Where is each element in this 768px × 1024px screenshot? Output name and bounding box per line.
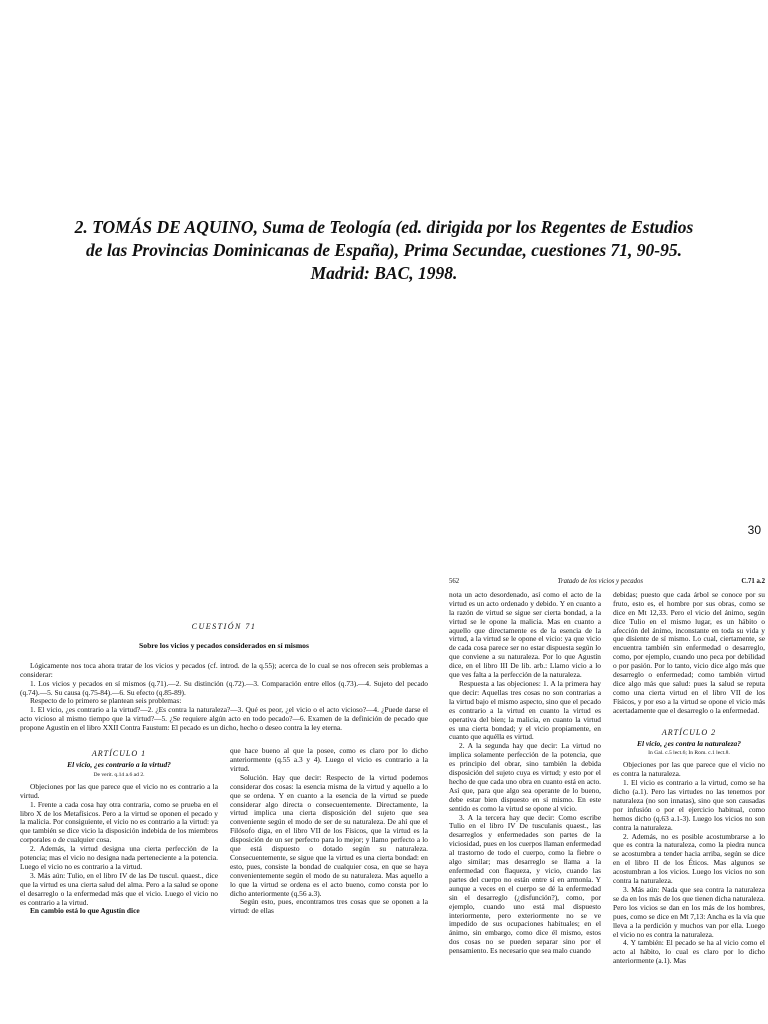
question-label: CUESTIÓN 71: [191, 622, 257, 631]
running-section: C.71 a.2: [741, 578, 765, 585]
article-reference: In Gal. c.5 lect.6; In Rom. c.1 lect.8.: [648, 750, 730, 757]
body-paragraph: 1. Frente a cada cosa hay otra contraria, como se prueba en el libro X de los Metafísicos. Pero a la virtud se oponen el pecado y la malicia. Por consiguiente, el vicio no es contrario a la virtud: ya que también se dice vicio la disposición indebida de los miembros corporales o de cualquier cosa.: [20, 799, 218, 845]
article-title: El vicio, ¿es contra la naturaleza?: [637, 738, 741, 748]
running-header: [449, 578, 765, 587]
intro-paragraph: 1. El vicio, ¿es contrario a la virtud?—2. ¿Es contra la naturaleza?—3. Qué es peor, ¿el vicio o el acto vicioso?—4. ¿Puede darse el acto vicioso al mismo tiempo que la virtud?—5. ¿Se requiere algún acto en todo pecado?—6. Examen de la definición de pecado que propone Agustín en el libro XXII Contra Faustum: El pecado es un dicho, hecho o deseo contra la ley eterna.: [20, 705, 428, 733]
body-paragraph: Objeciones por las que parece que el vicio no es contrario a la virtud.: [20, 781, 218, 800]
two-column-body: [449, 591, 765, 966]
question-title: Sobre los vicios y pecados considerados en sí mismos: [139, 640, 309, 650]
document-title: [0, 216, 768, 285]
intro-paragraph: 1. Los vicios y pecados en sí mismos (q.71).—2. Su distinción (q.72).—3. Comparación entre ellos (q.73).—4. Sujeto del pecado (q.74).—5. Su causa (q.75-84).—6. Su efecto (q.85-89).: [20, 678, 428, 697]
article-label: ARTÍCULO 1: [91, 749, 147, 759]
left-column: [449, 591, 601, 966]
body-paragraph: debidas; puesto que cada árbol se conoce por su fruto, esto es, el hombre por sus obras, como se dice en Mt 12,33. Pero el vicio del ánimo, según dice Tulio en el mismo lugar, es un hábito o afección del ánimo, inconstante en toda su vida y que disiente de sí mismo. Lo cual, ciertamente, se encuentra también sin enfermedad o desarreglo, como, por ejemplo, cuando uno peca por debilidad o por pasión. Por lo tanto, vicio dice algo más que desarreglo o enfermedad; como también virtud dice algo más que salud: pues la salud se reputa como una cierta virtud en el libro VII de los Físicos, y por eso a la virtud se opone el vicio más acertadamente que el desarreglo o la enfermedad.: [613, 589, 765, 715]
article-title: El vicio, ¿es contrario a la virtud?: [67, 759, 171, 769]
right-scanned-page: [449, 578, 765, 1024]
body-paragraph: Según esto, pues, encontramos tres cosas que se oponen a la virtud: de ellas: [230, 897, 428, 916]
body-paragraph: 4. Y también: El pecado se ha al vicio como el acto al hábito, lo cual es claro por lo dicho anteriormente (a.1). Mas: [613, 938, 765, 966]
body-paragraph: Solución. Hay que decir: Respecto de la virtud podemos considerar dos cosas: la esencia misma de la virtud y aquello a lo que se ordena. Y en cuanto a la esencia de la virtud se puede considerar algo directa o consecuentemente. Directamente, la virtud implica una cierta disposición del sujeto que sea conveniente según el modo de ser de su naturaleza. De ahí que el Filósofo diga, en el libro VII de los Físicos, que la virtud es la disposición de un ser perfecto para lo mejor; y llamo perfecto a lo que está dispuesto o dotado según su naturaleza. Consecuentemente, se sigue que la virtud es una cierta bondad: en esto, pues, consiste la bondad de cualquier cosa, en que se haya convenientemente según el modo de su naturaleza. Mas aquello a lo que la virtud se ordena es el acto bueno, como consta por lo dicho anteriormente (q.56 a.3).: [230, 772, 428, 898]
body-paragraph: nota un acto desordenado, así como el acto de la virtud es un acto ordenado y debido. Y en cuanto a la razón de virtud se sigue ser cierta bondad, a la virtud se le opone la malicia. Mas en cuanto a aquello que directamente es de la esencia de la virtud, a la virtud se le opone el vicio: ya que vicio de cada cosa parece ser no estar dispuesta según lo que conviene a su naturaleza. Por lo que Agustín dice, en el libro III De lib. arb.: Llamo vicio a lo que ves falta a la perfección de la naturaleza.: [449, 589, 601, 680]
article-reference: De verit. q.14 a.6 ad 2.: [93, 771, 145, 778]
title-line-1: 2. TOMÁS DE AQUINO, Suma de Teología (ed. dirigida por los Regentes de Estudios: [74, 217, 694, 237]
body-paragraph: 3. Más aún: Tulio, en el libro IV de las De tuscul. quaest., dice que la virtud es una cierta salud del alma. Pero a la salud se opone el desarreglo o la enfermedad más que el vicio. Luego el vicio no es contrario a la virtud.: [20, 870, 218, 907]
body-paragraph: En cambio está lo que Agustín dice: [30, 906, 140, 916]
right-column: [613, 591, 765, 966]
body-paragraph: 3. Más aún: Nada que sea contra la naturaleza se da en los más de los que tienen dicha naturaleza. Pero los vicios se dan en los más de los hombres, pues, como se dice en Mt 7,13: Ancha es la vía que lleva a la perdición y muchos van por ella. Luego el vicio no es contra la naturaleza.: [613, 885, 765, 939]
body-paragraph: Objeciones por las que parece que el vicio no es contra la naturaleza.: [613, 760, 765, 779]
body-paragraph: 2. Además, no es posible acostumbrarse a lo que es contra la naturaleza, como la piedra nunca se acostumbra a tender hacia arriba, según se dice en el libro II de los Éticos. Mas algunos se acostumbran a los vicios. Luego los vicios no son contra la naturaleza.: [613, 831, 765, 886]
body-paragraph: 2. Además, la virtud designa una cierta perfección de la potencia; mas el vicio no designa nada perteneciente a la potencia. Luego el vicio no es contrario a la virtud.: [20, 844, 218, 871]
running-page-number: 562: [449, 578, 460, 585]
left-scanned-page: [20, 578, 428, 1024]
running-title: Tratado de los vicios y pecados: [557, 578, 644, 585]
body-paragraph: Respuesta a las objeciones: 1. A la primera hay que decir: Aquellas tres cosas no son contrarias a la virtud bajo el mismo aspecto, sino que el pecado es contrario a la virtud en cuanto la virtud es operativa del bien; la malicia, en cuanto la virtud es una cierta bondad; y el vicio propiamente, en cuanto que aquélla es virtud.: [449, 678, 601, 742]
intro-paragraph: Respecto de lo primero se plantean seis problemas:: [30, 696, 182, 706]
body-paragraph: 3. A la tercera hay que decir: Como escribe Tulio en el libro IV De tusculanis quaest., las desarreglos y enfermedades son partes de la viciosidad, pues en los cuerpos llaman enfermedad al trastorno de todo el cuerpo, como la fiebre o algo similar; mas desarreglo se llama a la enfermedad con flaqueza, y vicio, cuando las partes del cuerpo no están entre sí en armonía. Y aunque a veces en el cuerpo se dé la enfermedad sin el desarreglo (¿disfunción?), como, por ejemplo, cuando uno está mal dispuesto interiormente, pero exteriormente no se ve impedido de sus ocupaciones habituales; en el ánimo, sin embargo, como dice él mismo, estos dos cosas no se pueden separar sino por el pensamiento. Es necesario que sea malo cuando: [449, 812, 601, 956]
body-paragraph: que hace bueno al que la posee, como es claro por lo dicho anteriormente (q.55 a.3 y 4). Luego el vicio es contrario a la virtud.: [230, 746, 428, 773]
two-column-body: [20, 747, 428, 916]
title-line-3: Madrid: BAC, 1998.: [310, 263, 458, 283]
intro-paragraph: Lógicamente nos toca ahora tratar de los vicios y pecados (cf. introd. de la q.55); acerca de lo cual se nos ofrecen seis problemas a considerar:: [20, 660, 428, 679]
title-line-2: de las Provincias Dominicanas de España), Prima Secundae, cuestiones 71, 90-95.: [86, 240, 682, 260]
page-number: 30: [747, 523, 761, 537]
article-label: ARTÍCULO 2: [661, 727, 717, 737]
body-paragraph: 1. El vicio es contrario a la virtud, como se ha dicho (a.1). Pero las virtudes no las tenemos por naturaleza (no son innatas), sino que son causadas por infusión o por el ejercicio habitual, como hemos dicho (q.63 a.1-3). Luego los vicios no son contra la naturaleza.: [613, 778, 765, 832]
body-paragraph: 2. A la segunda hay que decir: La virtud no implica solamente perfección de la potencia, que es principio del obrar, sino también la debida disposición del sujeto cuya es virtud; y esto por el hecho de que cada uno obra en cuanto está en acto. Así que, para que algo sea operante de lo bueno, debe estar bien dispuesto en sí mismo. En este sentido es como la virtud se opone al vicio.: [449, 741, 601, 813]
right-column: [230, 747, 428, 916]
left-column: [20, 747, 218, 916]
